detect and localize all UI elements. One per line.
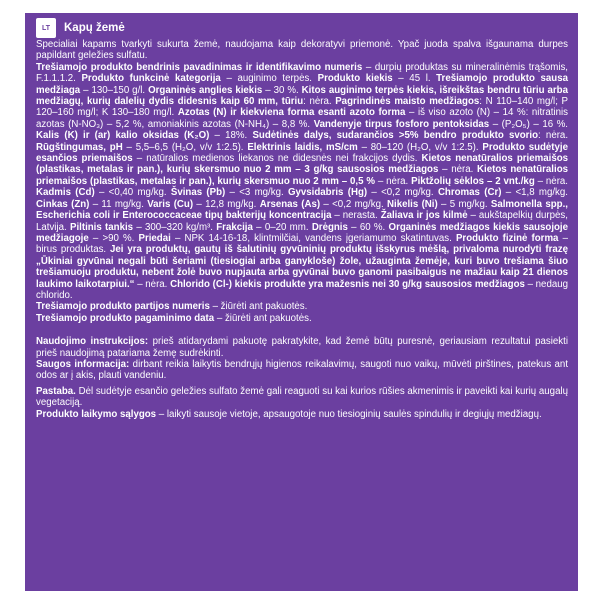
ec-label: Elektrinis laidis, mS/cm	[247, 141, 358, 153]
label-body	[36, 39, 568, 420]
arsenic-value: – <0,2 mg/kg.	[320, 198, 388, 210]
production-date	[36, 313, 568, 324]
organic-matter-label: Organinės medžiagos kiekis sausojoje medžiagoje	[36, 221, 569, 244]
potassium-value: – 18%.	[209, 130, 253, 142]
label-header	[36, 17, 568, 39]
product-title: Kapų žemė	[64, 22, 125, 34]
usage-label: Naudojimo instrukcijos:	[36, 336, 149, 348]
chloride-value: – nedaug chlorido.	[36, 278, 568, 301]
physical-form-value: – birus produktas.	[36, 232, 568, 256]
dry-matter-value: – 130–150 g/l.	[80, 84, 149, 96]
phosphorus-value: – (P₂O₅) – 16 %.	[489, 118, 568, 130]
fraction-label: Frakcija	[216, 221, 253, 233]
mercury-value: – <0,2 mg/kg.	[367, 187, 438, 199]
copper-label: Varis (Cu)	[147, 198, 194, 210]
category-value: – auginimo terpės.	[220, 73, 318, 85]
section-spacer	[36, 324, 568, 336]
safety-label: Saugos informacija:	[36, 358, 130, 370]
particles-label: Kitos auginimo terpės kiekis, išreikštas bendru tūriu arba medžiagų, kurių dalelių dydis didesnis kaip 60 mm, tūriu	[36, 84, 568, 108]
storage-value: – laikyti sausoje vietoje, apsaugotoje nuo tiesioginių saulės spindulių ir degiųjų medžiagų.	[156, 408, 542, 420]
cadmium-value: – <0,40 mg/kg.	[94, 187, 171, 199]
batch-label: Trešiamojo produkto partijos numeris	[36, 301, 210, 313]
ec-value: – 80–120 (H₂O, v/v 1:2.5).	[357, 141, 483, 153]
usage-value: prieš atidarydami pakuotę pakratykite, kad žemė būtų puresnė, geriausiam rezultatui pasiekti prieš naudojimą patariama žemę sudrėkinti.	[36, 336, 568, 359]
chloride-label: Chloridо (Cl-) kiekis produkte yra mažesnis nei 30 g/kg sausosios medžiagos	[170, 278, 525, 290]
lead-value: – <3 mg/kg.	[225, 187, 288, 199]
production-date-value: – žiūrėti ant pakuotės.	[214, 312, 312, 324]
phosphorus-label: Vandenyje tirpus fosforo pentoksidas	[313, 118, 490, 130]
raw-material-value: – aukštapelkių durpės, Latvija.	[36, 210, 568, 233]
impurities2-value: – nėra.	[374, 175, 412, 187]
physical-form-label: Produkto fizinė forma	[455, 232, 559, 244]
production-date-label: Trešiamojo produkto pagaminimo data	[36, 312, 215, 324]
natural-impurities-value: – natūralios medienos liekanos ne didesnės nei frakcijos dydis.	[132, 153, 422, 165]
safety-information	[36, 359, 568, 382]
copper-value: – 12,8 mg/kg.	[193, 198, 260, 210]
chromium-value: – <1,8 mg/kg.	[501, 187, 568, 199]
zinc-value: – 11 mg/kg.	[89, 198, 148, 210]
weeds-value: – nėra.	[534, 175, 568, 187]
storage-conditions	[36, 409, 568, 420]
components-value: : nėra.	[538, 130, 569, 142]
particles-value: : nėra.	[303, 96, 336, 108]
nickel-label: Nikelis (Ni)	[387, 198, 438, 210]
impurities-value: – nėra.	[438, 164, 478, 176]
moisture-value: – 60 %.	[347, 221, 389, 233]
note-value: Dėl sudėtyje esančio geležies sulfato žemė gali reaguoti su kai kurios rūšies akmenimis ir paveikti kai kurių augalų vegetaciją.	[36, 385, 568, 409]
additives-value: – NPK 14-16-18, klintmilčiai, vandens įgeriamumo skatintuvas.	[170, 232, 456, 244]
nitrogen-value: – iš viso azoto (N) – 14 %: nitratinis azotas (N-NO₃) – 5,2 %, amoniakinis azotas (N-NH₄) – 8,8 %.	[36, 107, 568, 130]
potassium-label: Kalis (K) ir (ar) kalio oksidas (K₂O)	[36, 130, 210, 142]
language-badge: LT	[36, 18, 56, 38]
safety-value: dirbant reikia laikytis bendrųjų higienos reikalavimų, saugoti nuo vaikų, mūvėti pirštines, patekus ant odos ar į akis, plauti vandeniu.	[36, 358, 569, 382]
manure-phrase-value: – nėra.	[134, 278, 171, 290]
manure-phrase-label: Jei yra produktų, gautų iš šalutinių gyvūninių produktų išskyrus mėšlą, privaloma nurodyti frazę „Ūkiniai gyvūnai negali būti šeriami (tiesiogiai arba ganykloše) žole, užauginta žemėje, kuri buvo trešiama šiuo trešiamuoju produktu, nebent žolė buvo nupjauta arba gyvūnai buvo ganomi pasibaigus ne mažiau kaip 21 dienos laukimo laikotarpiui.“	[36, 244, 568, 290]
bacteria-label: Salmonella spp., Escherichia coli ir Enterococcaceae tipų bakterijų koncentracija	[36, 198, 568, 222]
ph-label: Rūgštingumas, pH	[36, 141, 123, 153]
nutrients-value: : N 110–140 mg/l; P 120–160 mg/l; K 130–180 mg/l.	[36, 96, 568, 119]
nitrogen-label: Azotas (N) ir kiekvienа forma esanti azoto forma	[177, 107, 406, 119]
category-label: Produkto funkcinė kategorija	[81, 73, 221, 85]
additives-label: Priedai	[138, 232, 171, 244]
moisture-label: Drėgnis	[311, 221, 348, 233]
name-value: – durpių produktas su mineralinėmis trąšomis, F.1.1.1.2.	[36, 61, 569, 85]
density-label: Piltinis tankis	[70, 221, 134, 233]
carbon-value: – 30 %.	[262, 84, 302, 96]
chromium-label: Chromas (Cr)	[437, 187, 502, 199]
nutrients-label: Pagrindinės maisto medžiagos	[335, 96, 480, 108]
note-label: Pastaba.	[36, 385, 76, 397]
nickel-value: – 5 mg/kg.	[437, 198, 491, 210]
natural-impurities-label: Produkto sudėtyje esančios priemaišos	[36, 141, 568, 165]
name-label: Trešiamojo produkto bendrinis pavadinimas ir identifikavimo numeris	[36, 61, 363, 73]
mercury-label: Gyvsidabris (Hg)	[287, 187, 368, 199]
organic-matter-value: – >90 %.	[88, 232, 139, 244]
impurities2-label: Kietos nenatūralios priemaišos (plastikas, metalas ir pan.), kurių skersmuo nuo 2 mm – 0,5 %	[36, 164, 568, 187]
dry-matter-label: Trešiamojo produkto sausa medžiaga	[36, 73, 568, 96]
quantity-label: Produkto kiekis	[317, 73, 393, 85]
quantity-value: – 45 l.	[392, 73, 437, 85]
weeds-label: Piktžolių sėklos – 2 vnt./kg	[411, 175, 535, 187]
bacteria-value: – nerasta.	[331, 210, 381, 222]
impurities-label: Kietos nenatūralios priemaišos (plastikas, metalas ir pan.), kurių skersmuo nuo 2 mm – 3 g/kg sausosios medžiagos	[36, 153, 569, 176]
intro-text: Specialiai kapams tvarkyti sukurta žemė, naudojama kaip dekoratyvi priemonė. Ypač juoda spalva išgaunama durpes papildant geležies sulfatu.	[36, 39, 568, 62]
density-value: – 300–320 kg/m³.	[133, 221, 217, 233]
composition-paragraph	[36, 62, 568, 302]
arsenic-label: Arsenas (As)	[259, 198, 321, 210]
batch-value: – žiūrėti ant pakuotės.	[209, 301, 308, 313]
carbon-label: Organinės anglies kiekis	[148, 84, 263, 96]
batch-number	[36, 301, 568, 312]
cadmium-label: Kadmis (Cd)	[36, 187, 95, 199]
note-paragraph	[36, 386, 568, 409]
fraction-value: – 0–20 mm.	[252, 221, 312, 233]
usage-instructions	[36, 336, 568, 359]
ph-value: – 5,5–6,5 (H₂O, v/v 1:2.5).	[122, 141, 248, 153]
product-label-panel	[25, 13, 578, 591]
zinc-label: Cinkas (Zn)	[36, 198, 90, 210]
components-label: Sudėtinės dalys, sudarančios >5% bendro produkto svorio	[252, 130, 539, 142]
storage-label: Produkto laikymo sąlygos	[36, 408, 157, 420]
raw-material-label: Žaliava ir jos kilmė	[380, 210, 468, 222]
lead-label: Švinas (Pb)	[170, 187, 226, 199]
